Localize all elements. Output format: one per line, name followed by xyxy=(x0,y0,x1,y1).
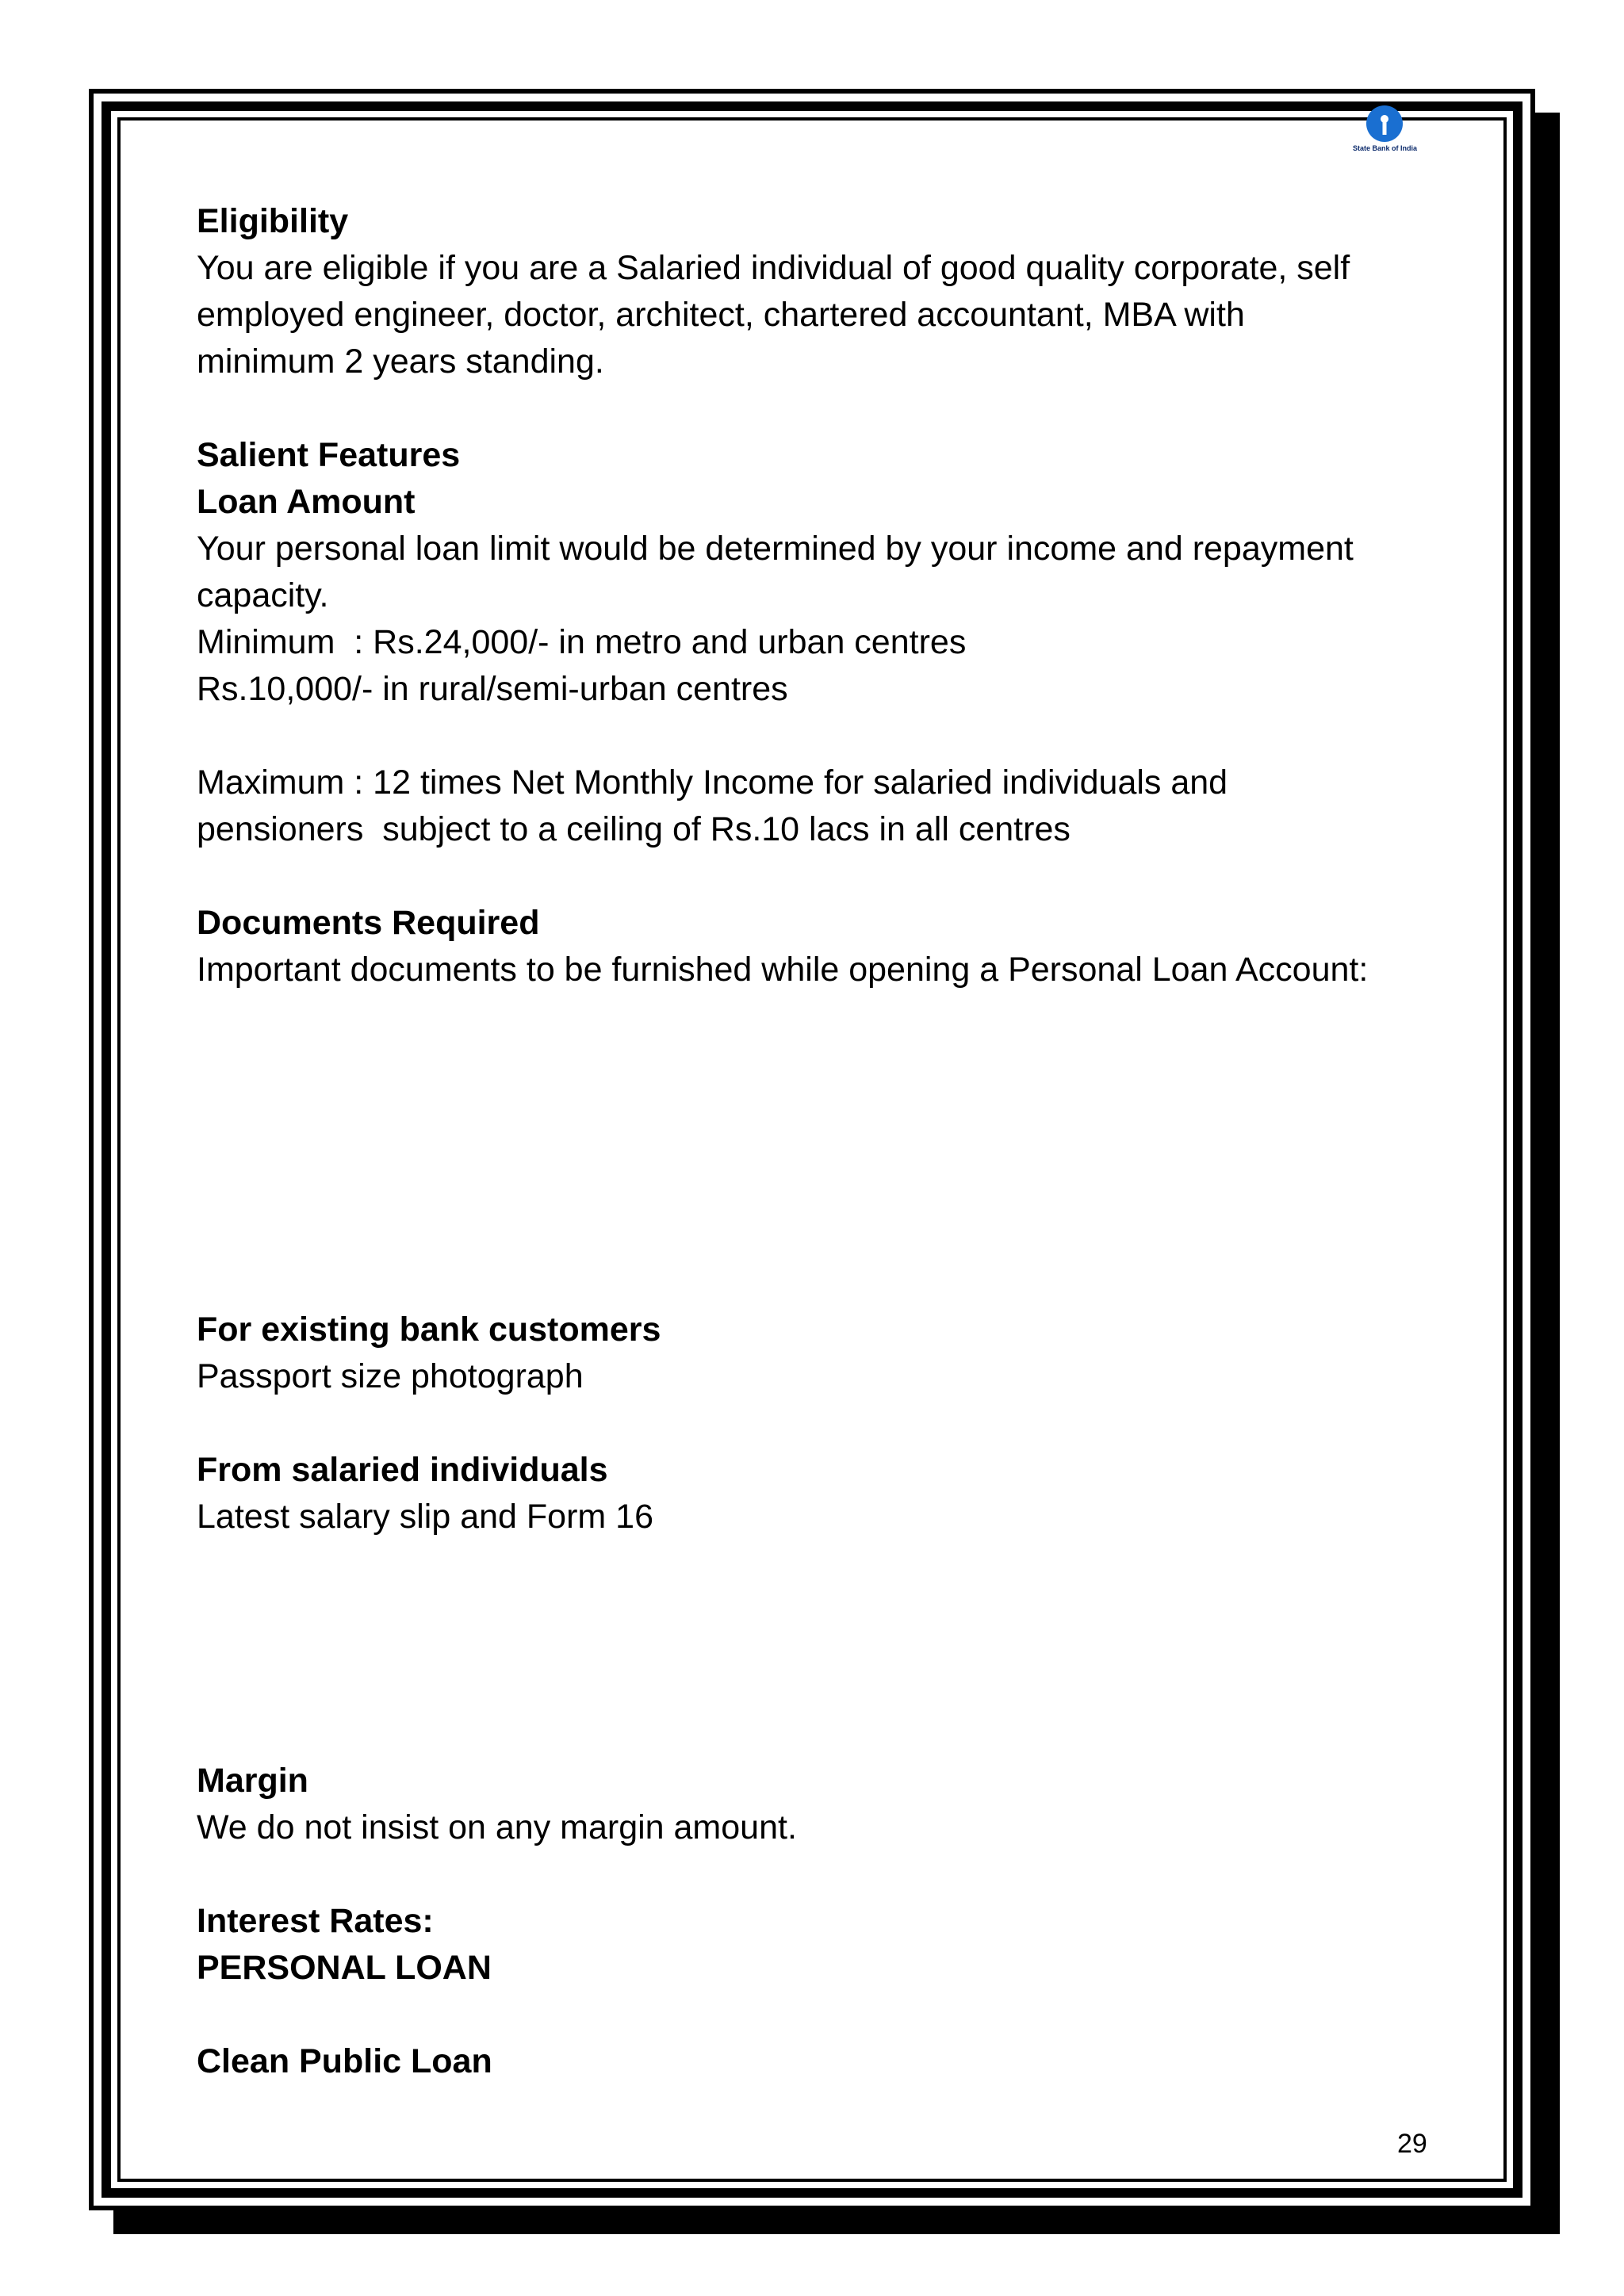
document-body xyxy=(197,198,1434,2085)
eligibility-text-line: employed engineer, doctor, architect, chartered accountant, MBA with xyxy=(197,296,1245,334)
eligibility-heading: Eligibility xyxy=(197,202,349,240)
eligibility-text-line: minimum 2 years standing. xyxy=(197,342,604,381)
salient-features-heading: Salient Features xyxy=(197,436,461,474)
documents-required-heading: Documents Required xyxy=(197,904,540,942)
loan-amount-heading: Loan Amount xyxy=(197,483,416,521)
existing-customers-text: Passport size photograph xyxy=(197,1357,584,1395)
interest-rates-heading: Interest Rates: xyxy=(197,1902,434,1940)
salaried-individuals-text: Latest salary slip and Form 16 xyxy=(197,1498,653,1536)
salaried-individuals-heading: From salaried individuals xyxy=(197,1451,608,1489)
maximum-amount-line: pensioners subject to a ceiling of Rs.10 lacs in all centres xyxy=(197,810,1071,848)
minimum-amount-rural-line: Rs.10,000/- in rural/semi-urban centres xyxy=(197,670,788,708)
margin-text: We do not insist on any margin amount. xyxy=(197,1808,797,1846)
personal-loan-heading: PERSONAL LOAN xyxy=(197,1949,492,1987)
sbi-logo-icon xyxy=(1365,105,1404,143)
bank-logo xyxy=(1353,105,1416,157)
maximum-amount-line: Maximum : 12 times Net Monthly Income for salaried individuals and xyxy=(197,763,1228,802)
loan-amount-text-line: Your personal loan limit would be determined by your income and repayment xyxy=(197,530,1354,568)
clean-public-loan-heading: Clean Public Loan xyxy=(197,2042,492,2080)
documents-required-text: Important documents to be furnished while opening a Personal Loan Account: xyxy=(197,951,1369,989)
loan-amount-text-line: capacity. xyxy=(197,576,329,614)
margin-heading: Margin xyxy=(197,1762,308,1800)
eligibility-text-line: You are eligible if you are a Salaried individual of good quality corporate, self xyxy=(197,249,1350,287)
minimum-amount-line: Minimum : Rs.24,000/- in metro and urban centres xyxy=(197,623,967,661)
existing-customers-heading: For existing bank customers xyxy=(197,1311,661,1349)
page-number: 29 xyxy=(1397,2129,1427,2159)
bank-logo-text: State Bank of India xyxy=(1353,144,1418,152)
